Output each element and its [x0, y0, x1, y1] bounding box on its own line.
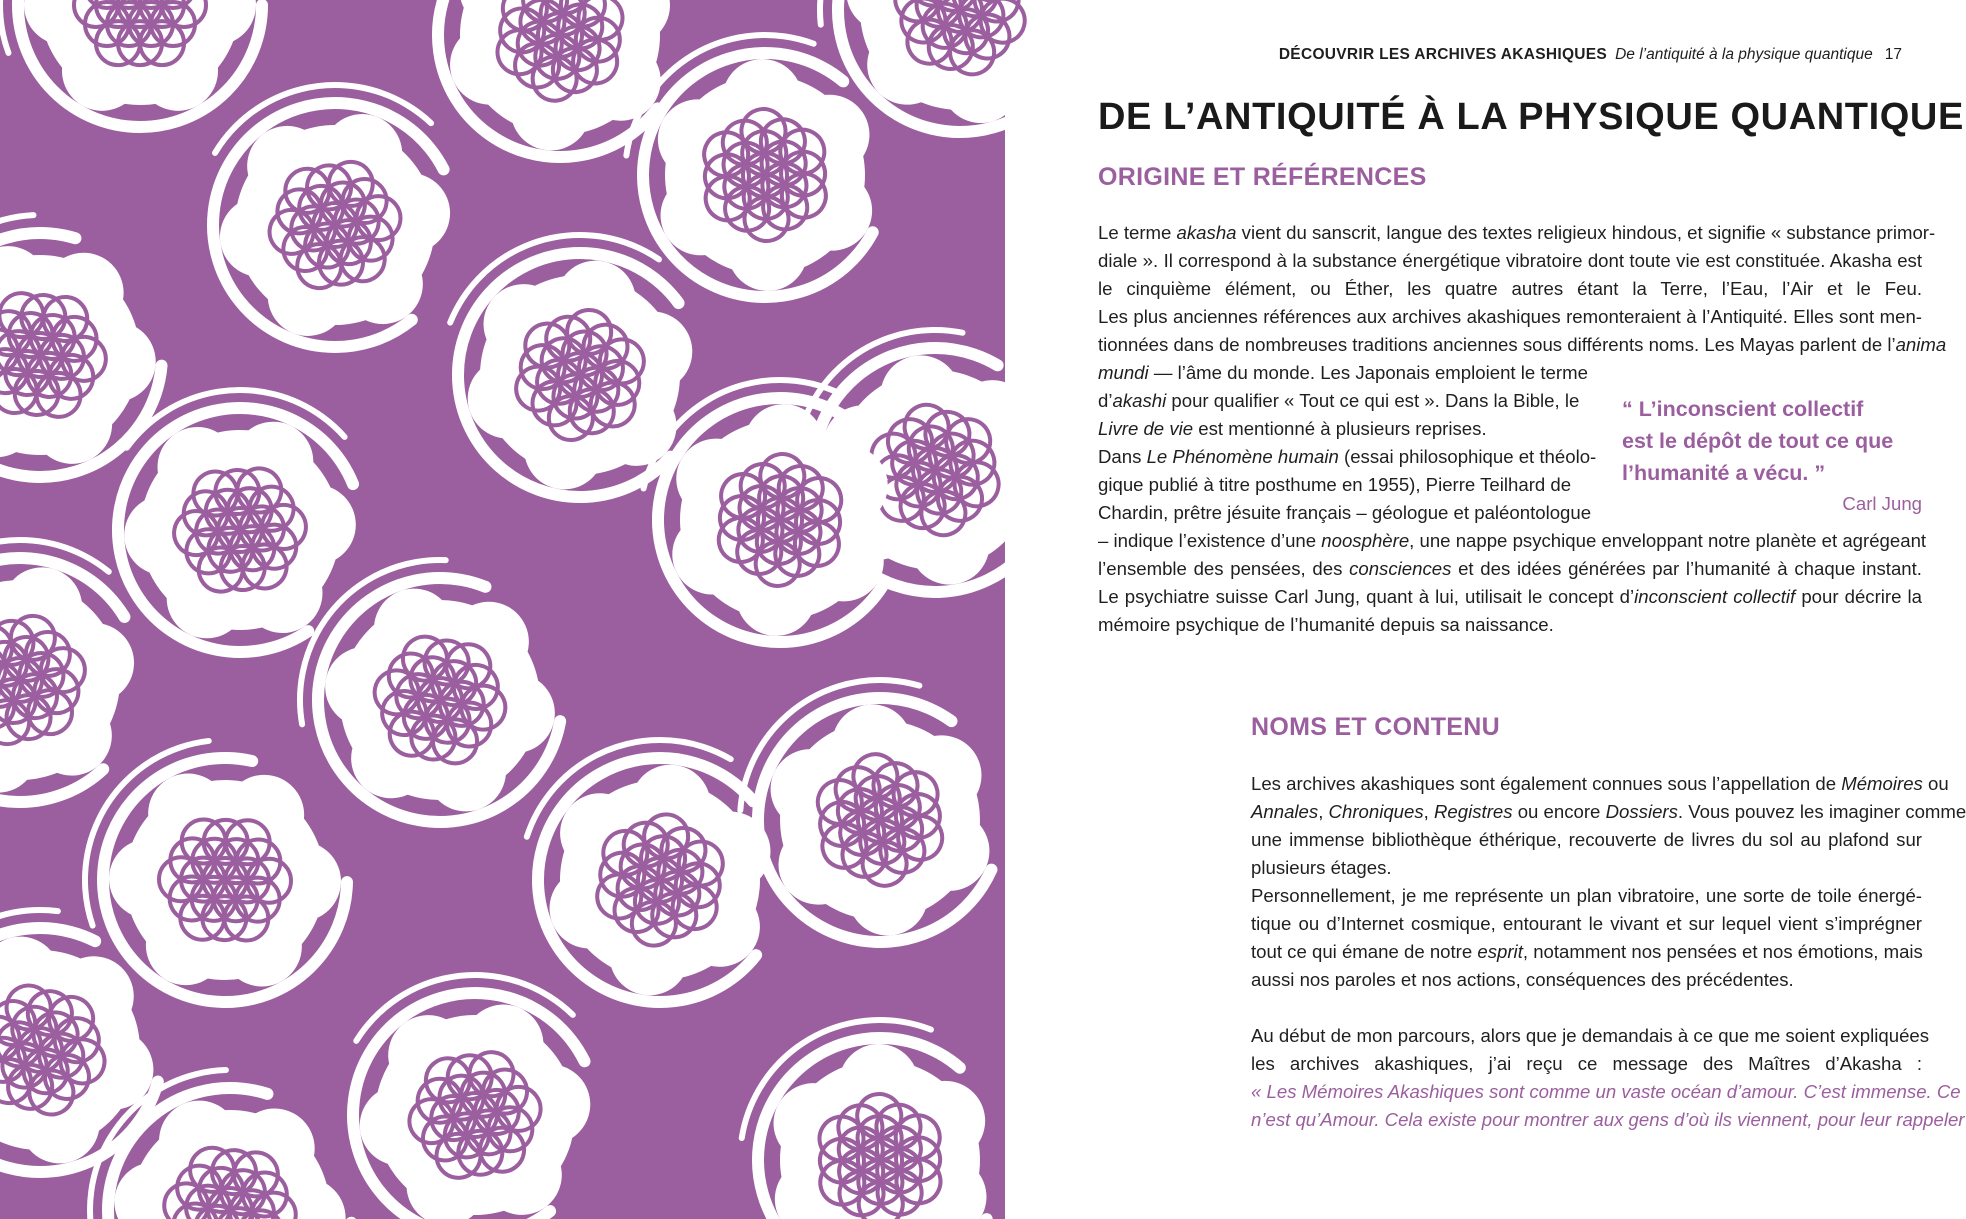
- text-page: [1098, 0, 1966, 1219]
- text-line: une immense bibliothèque éthérique, recouverte de livres du sol au plafond sur: [1251, 829, 1922, 850]
- paragraph-noms-1: [1251, 770, 1966, 994]
- text-line: – indique l’existence d’une noosphère, une nappe psychique enveloppant notre planète et agrégeant: [1098, 530, 1927, 551]
- text-line: d’akashi pour qualifier « Tout ce qui est ». Dans la Bible, le: [1098, 390, 1580, 411]
- text-line: Le psychiatre suisse Carl Jung, quant à lui, utilisait le concept d’inconscient collectif pour décrire la: [1098, 586, 1922, 607]
- akasha-message-line: « Les Mémoires Akashiques sont comme un vaste océan d’amour. C’est immense. Ce: [1251, 1081, 1961, 1102]
- text-line: le cinquième élément, ou Éther, les quatre autres étant la Terre, l’Eau, l’Air et le Feu.: [1098, 278, 1922, 299]
- pull-quote-text: [1622, 393, 1922, 489]
- text-line: mémoire psychique de l’humanité depuis sa naissance.: [1098, 614, 1554, 635]
- text-line: mundi — l’âme du monde. Les Japonais emploient le terme: [1098, 362, 1588, 383]
- text-line: plusieurs étages.: [1251, 857, 1392, 878]
- text-line: les archives akashiques, j’ai reçu ce message des Maîtres d’Akasha :: [1251, 1053, 1922, 1074]
- text-line: tionnées dans de nombreuses traditions anciennes sous différents noms. Les Mayas parlent de l’anima: [1098, 334, 1947, 355]
- text-line: Livre de vie est mentionné à plusieurs reprises.: [1098, 418, 1487, 439]
- text-line: diale ». Il correspond à la substance énergétique vibratoire dont toute vie est constituée. Akasha est: [1098, 250, 1922, 271]
- section-heading-origine: ORIGINE ET RÉFÉRENCES: [1098, 163, 1427, 191]
- pull-quote-line: “ L’inconscient collectif: [1622, 397, 1864, 421]
- text-line: Chardin, prêtre jésuite français – géologue et paléontologue: [1098, 502, 1592, 523]
- text-line: tout ce qui émane de notre esprit, notamment nos pensées et nos émotions, mais: [1251, 941, 1923, 962]
- text-line: Au début de mon parcours, alors que je demandais à ce que me soient expliquées: [1251, 1025, 1930, 1046]
- akasha-message-line: n’est qu’Amour. Cela existe pour montrer aux gens d’où ils viennent, pour leur rappeler: [1251, 1109, 1965, 1130]
- pull-quote-line: l’humanité a vécu. ”: [1622, 461, 1826, 485]
- text-line: Personnellement, je me représente un plan vibratoire, une sorte de toile énergé-: [1251, 885, 1922, 906]
- running-head-section: DÉCOUVRIR LES ARCHIVES AKASHIQUES: [1278, 46, 1608, 63]
- pull-quote: [1622, 393, 1922, 515]
- text-line: Le terme akasha vient du sanscrit, langue des textes religieux hindous, et signifie « substance primor-: [1098, 222, 1936, 243]
- running-head-subtitle: De l’antiquité à la physique quantique: [1615, 46, 1873, 63]
- pull-quote-line: est le dépôt de tout ce que: [1622, 429, 1894, 453]
- paragraph-origine-1: [1098, 219, 1947, 359]
- text-line: Les plus anciennes références aux archives akashiques remonteraient à l’Antiquité. Elles sont men-: [1098, 306, 1922, 327]
- section-heading-noms: NOMS ET CONTENU: [1251, 713, 1500, 741]
- pull-quote-author: Carl Jung: [1842, 493, 1922, 514]
- running-head: [1279, 46, 1902, 64]
- page-number: 17: [1884, 46, 1902, 63]
- paragraph-noms-2: [1251, 1022, 1965, 1134]
- text-line: Les archives akashiques sont également connues sous l’appellation de Mémoires ou: [1251, 773, 1949, 794]
- text-line: Annales, Chroniques, Registres ou encore Dossiers. Vous pouvez les imaginer comme: [1251, 801, 1966, 822]
- page-title: DE L’ANTIQUITÉ À LA PHYSIQUE QUANTIQUE: [1098, 96, 1964, 138]
- text-line: tique ou d’Internet cosmique, entourant le vivant et sur lequel vient s’imprégner: [1251, 913, 1922, 934]
- text-line: gique publié à titre posthume en 1955), Pierre Teilhard de: [1098, 474, 1572, 495]
- text-line: l’ensemble des pensées, des consciences et des idées générées par l’humanité à chaque instant.: [1098, 558, 1922, 579]
- text-line: Dans Le Phénomène humain (essai philosophique et théolo-: [1098, 446, 1597, 467]
- text-line: aussi nos paroles et nos actions, conséquences des précédentes.: [1251, 969, 1794, 990]
